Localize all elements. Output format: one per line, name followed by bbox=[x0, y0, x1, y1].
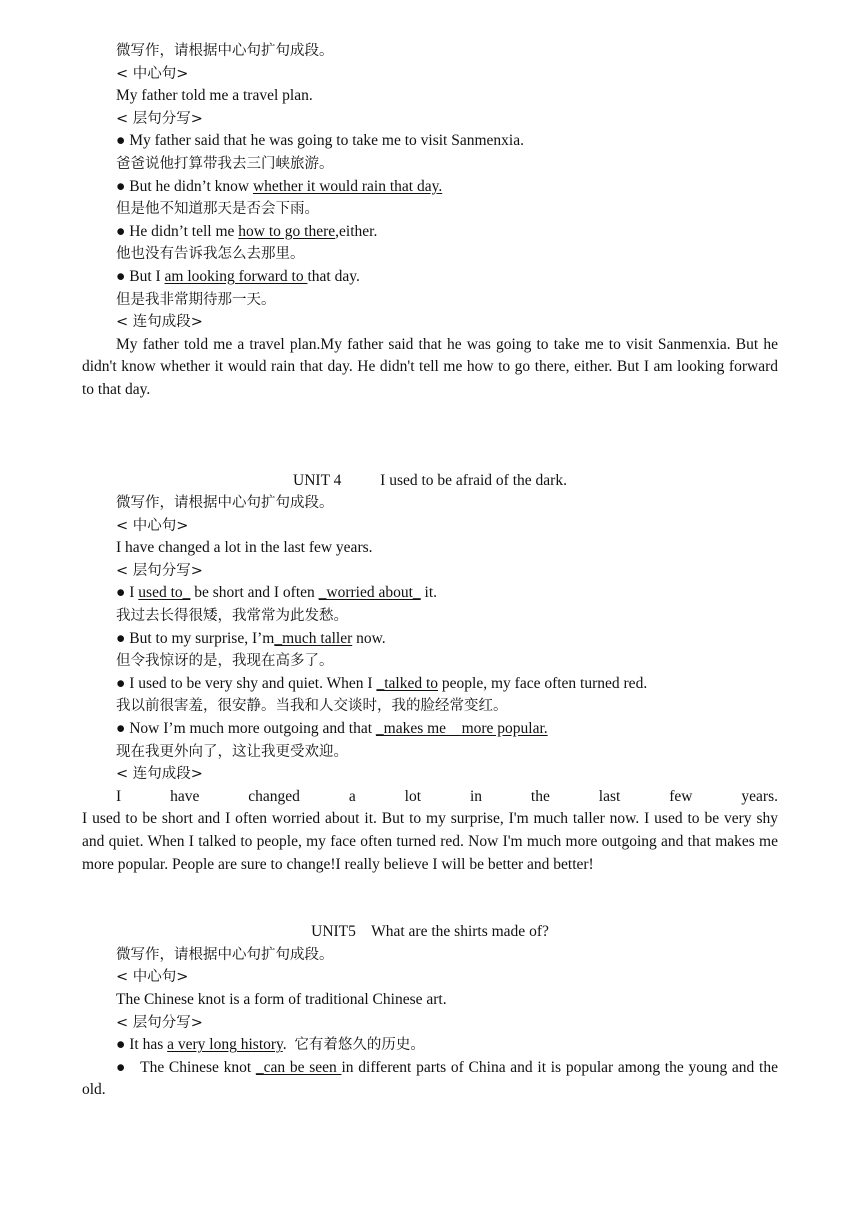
instruction: 微写作，请根据中心句扩句成段。 bbox=[116, 495, 334, 512]
underlined-phrase: _talked to bbox=[376, 674, 439, 692]
joined-paragraph: My father told me a travel plan.My father said that he was going to take me to visit Sanmenxia. But he didn't know whether it would rain that day. He didn't tell me how to go there, either. But I am looking forward to that day. bbox=[82, 335, 778, 398]
join-sentences-label: < 连句成段> bbox=[116, 314, 203, 331]
underlined-phrase: how to go there bbox=[238, 222, 336, 240]
instruction: 微写作，请根据中心句扩句成段。 bbox=[116, 946, 334, 963]
layer-sentence-label: < 层句分写> bbox=[116, 110, 203, 127]
join-sentences-label: < 连句成段> bbox=[116, 766, 203, 783]
underlined-phrase: _can be seen bbox=[255, 1058, 342, 1076]
unit-title: UNIT 4 I used to be afraid of the dark. bbox=[293, 471, 567, 489]
layer-item-translation: 我过去长得很矮，我常常为此发愁。 bbox=[116, 608, 348, 625]
joined-paragraph-first-line: I have changed a lot in the last few years. bbox=[116, 787, 778, 805]
center-sentence-label: < 中心句> bbox=[116, 65, 189, 82]
layer-item-translation: 但令我惊讶的是，我现在高多了。 bbox=[116, 653, 334, 670]
underlined-phrase: used to_ bbox=[138, 584, 191, 602]
center-sentence: The Chinese knot is a form of traditional Chinese art. bbox=[116, 990, 447, 1008]
layer-sentence-label: < 层句分写> bbox=[116, 1014, 203, 1031]
center-sentence-label: < 中心句> bbox=[116, 969, 189, 986]
instruction: 微写作，请根据中心句扩句成段。 bbox=[116, 43, 334, 59]
layer-item: ● But to my surprise, I’m_much taller now. bbox=[116, 629, 386, 647]
underlined-phrase: _worried about_ bbox=[318, 584, 421, 602]
layer-item: ● I used to be very shy and quiet. When I _talked to people, my face often turned red. bbox=[116, 674, 648, 692]
underlined-phrase: _makes me more popular. bbox=[375, 720, 548, 738]
underlined-phrase: _much taller bbox=[274, 629, 353, 647]
layer-item: ● Now I’m much more outgoing and that _makes me more popular. bbox=[116, 720, 548, 738]
center-sentence: My father told me a travel plan. bbox=[116, 87, 313, 105]
layer-item-translation: 但是我非常期待那一天。 bbox=[116, 291, 276, 308]
layer-item: ● But I am looking forward to that day. bbox=[116, 267, 360, 285]
underlined-phrase: whether it would rain that day. bbox=[252, 177, 443, 195]
layer-item-translation: 爸爸说他打算带我去三门峡旅游。 bbox=[116, 155, 334, 172]
joined-paragraph: I used to be short and I often worried about it. But to my surprise, I'm much taller now. I used to be very shy and quiet. When I talked to people, my face often turned red. Now I'm much more outgoing and that makes me more popular. People are sure to change!I really believe I will be better and better! bbox=[82, 810, 778, 873]
layer-item: ● It has a very long history. 它有着悠久的历史。 bbox=[116, 1036, 425, 1054]
layer-item: ● But he didn’t know whether it would rain that day. bbox=[116, 177, 443, 195]
center-sentence-label: < 中心句> bbox=[116, 517, 189, 534]
layer-item-translation: 我以前很害羞，很安静。当我和人交谈时，我的脸经常变红。 bbox=[116, 698, 508, 715]
layer-item-translation: 他也没有告诉我怎么去那里。 bbox=[116, 246, 305, 263]
underlined-phrase: am looking forward to bbox=[164, 267, 308, 285]
center-sentence: I have changed a lot in the last few years. bbox=[116, 539, 373, 557]
layer-item: ● He didn’t tell me how to go there,either. bbox=[116, 222, 378, 240]
layer-item-translation: 但是他不知道那天是否会下雨。 bbox=[116, 201, 319, 218]
layer-sentence-label: < 层句分写> bbox=[116, 562, 203, 579]
layer-item: ● My father said that he was going to take me to visit Sanmenxia. bbox=[116, 132, 524, 150]
layer-item: ● I used to_ be short and I often _worried about_ it. bbox=[116, 584, 438, 602]
underlined-phrase: a very long history bbox=[167, 1036, 283, 1054]
unit-title: UNIT5 What are the shirts made of? bbox=[311, 923, 549, 941]
layer-item-translation: 现在我更外向了，这让我更受欢迎。 bbox=[116, 743, 348, 760]
document-page bbox=[82, 40, 782, 1102]
layer-item: ● The Chinese knot _can be seen in different parts of China and it is popular among the young and the old. bbox=[82, 1058, 782, 1099]
layer-item-translation: 它有着悠久的历史。 bbox=[294, 1037, 425, 1054]
